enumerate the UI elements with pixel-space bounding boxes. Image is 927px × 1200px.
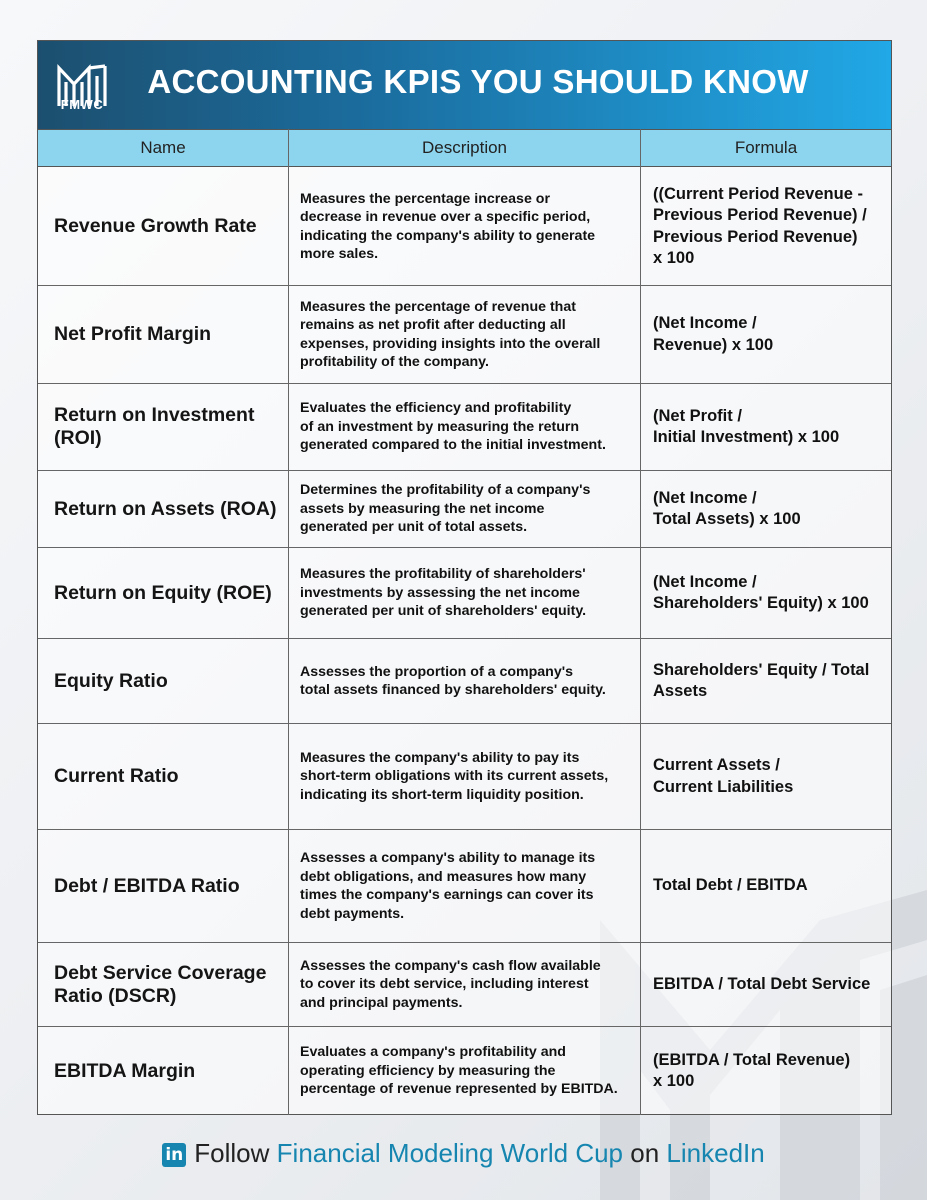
table-row	[38, 548, 891, 639]
kpi-description: Measures the company's ability to pay its short-term obligations with its current assets, indicating its short-term liquidity position.	[300, 749, 609, 803]
kpi-formula: EBITDA / Total Debt Service	[653, 974, 871, 993]
kpi-name: Revenue Growth Rate	[54, 215, 257, 237]
kpi-formula: (EBITDA / Total Revenue) x 100	[653, 1050, 851, 1090]
page-title: ACCOUNTING KPIS YOU SHOULD KNOW	[147, 63, 809, 100]
table-row	[38, 384, 891, 471]
kpi-formula: (Net Income / Revenue) x 100	[653, 314, 774, 354]
kpi-formula: (Net Income / Shareholders' Equity) x 100	[653, 572, 869, 612]
kpi-description: Measures the percentage of revenue that remains as net profit after deducting all expenses, providing insights into the overall profitability of the company.	[300, 298, 601, 370]
kpi-description: Assesses the proportion of a company's total assets financed by shareholders' equity.	[300, 663, 606, 698]
kpi-name: Return on Investment (ROI)	[54, 404, 255, 449]
footer-org-link[interactable]: Financial Modeling World Cup	[276, 1138, 624, 1168]
logo-text: FMWC	[60, 97, 104, 112]
kpi-description: Assesses the company's cash flow available to cover its debt service, including interest and principal payments.	[300, 957, 601, 1011]
kpi-formula: (Net Profit / Initial Investment) x 100	[653, 406, 840, 446]
footer-platform-link[interactable]: LinkedIn	[666, 1138, 765, 1168]
kpi-formula: ((Current Period Revenue - Previous Period Revenue) / Previous Period Revenue) x 100	[653, 184, 867, 267]
column-header-description: Description	[421, 138, 508, 157]
kpi-sheet	[37, 40, 892, 1115]
footer-cta[interactable]	[0, 1138, 927, 1169]
table-row	[38, 471, 891, 548]
column-divider	[288, 129, 289, 1115]
kpi-name: EBITDA Margin	[54, 1059, 196, 1082]
footer-follow: Follow	[194, 1138, 270, 1168]
table-row	[38, 286, 891, 384]
table-row	[38, 943, 891, 1027]
kpi-description: Measures the profitability of shareholders' investments by assessing the net income generated per unit of shareholders' equity.	[300, 566, 587, 620]
table-row	[38, 1027, 891, 1115]
linkedin-icon[interactable]: in	[162, 1143, 186, 1167]
table-row	[38, 724, 891, 830]
footer-on: on	[630, 1138, 660, 1168]
table-row	[38, 830, 891, 943]
column-header-formula: Formula	[734, 138, 798, 157]
kpi-name: Return on Equity (ROE)	[54, 581, 272, 604]
table-header	[38, 129, 891, 167]
column-divider	[640, 129, 641, 1115]
kpi-name: Net Profit Margin	[54, 323, 212, 345]
kpi-name: Return on Assets (ROA)	[54, 497, 277, 520]
kpi-description: Determines the profitability of a company's assets by measuring the net income generated per unit of total assets.	[300, 482, 591, 536]
kpi-name: Debt Service Coverage Ratio (DSCR)	[54, 961, 267, 1007]
kpi-description: Measures the percentage increase or decrease in revenue over a specific period, indicating the company's ability to generate more sales.	[300, 190, 596, 262]
kpi-formula: Shareholders' Equity / Total Assets	[653, 660, 870, 700]
kpi-name: Debt / EBITDA Ratio	[54, 874, 240, 897]
table-row	[38, 168, 891, 286]
kpi-formula: (Net Income / Total Assets) x 100	[653, 488, 801, 528]
kpi-name: Equity Ratio	[54, 669, 168, 692]
table-row	[38, 639, 891, 724]
title-banner	[38, 41, 891, 129]
kpi-description: Evaluates the efficiency and profitability of an investment by measuring the return generated compared to the initial investment.	[300, 400, 606, 454]
kpi-formula: Total Debt / EBITDA	[653, 876, 808, 895]
kpi-description: Assesses a company's ability to manage its debt obligations, and measures how many times the company's earnings can cover its debt payments.	[300, 850, 596, 922]
kpi-formula: Current Assets / Current Liabilities	[653, 756, 794, 796]
kpi-name: Current Ratio	[54, 765, 179, 787]
kpi-description: Evaluates a company's profitability and operating efficiency by measuring the percentage of revenue represented by EBITDA.	[300, 1044, 618, 1098]
column-header-name: Name	[140, 138, 186, 157]
